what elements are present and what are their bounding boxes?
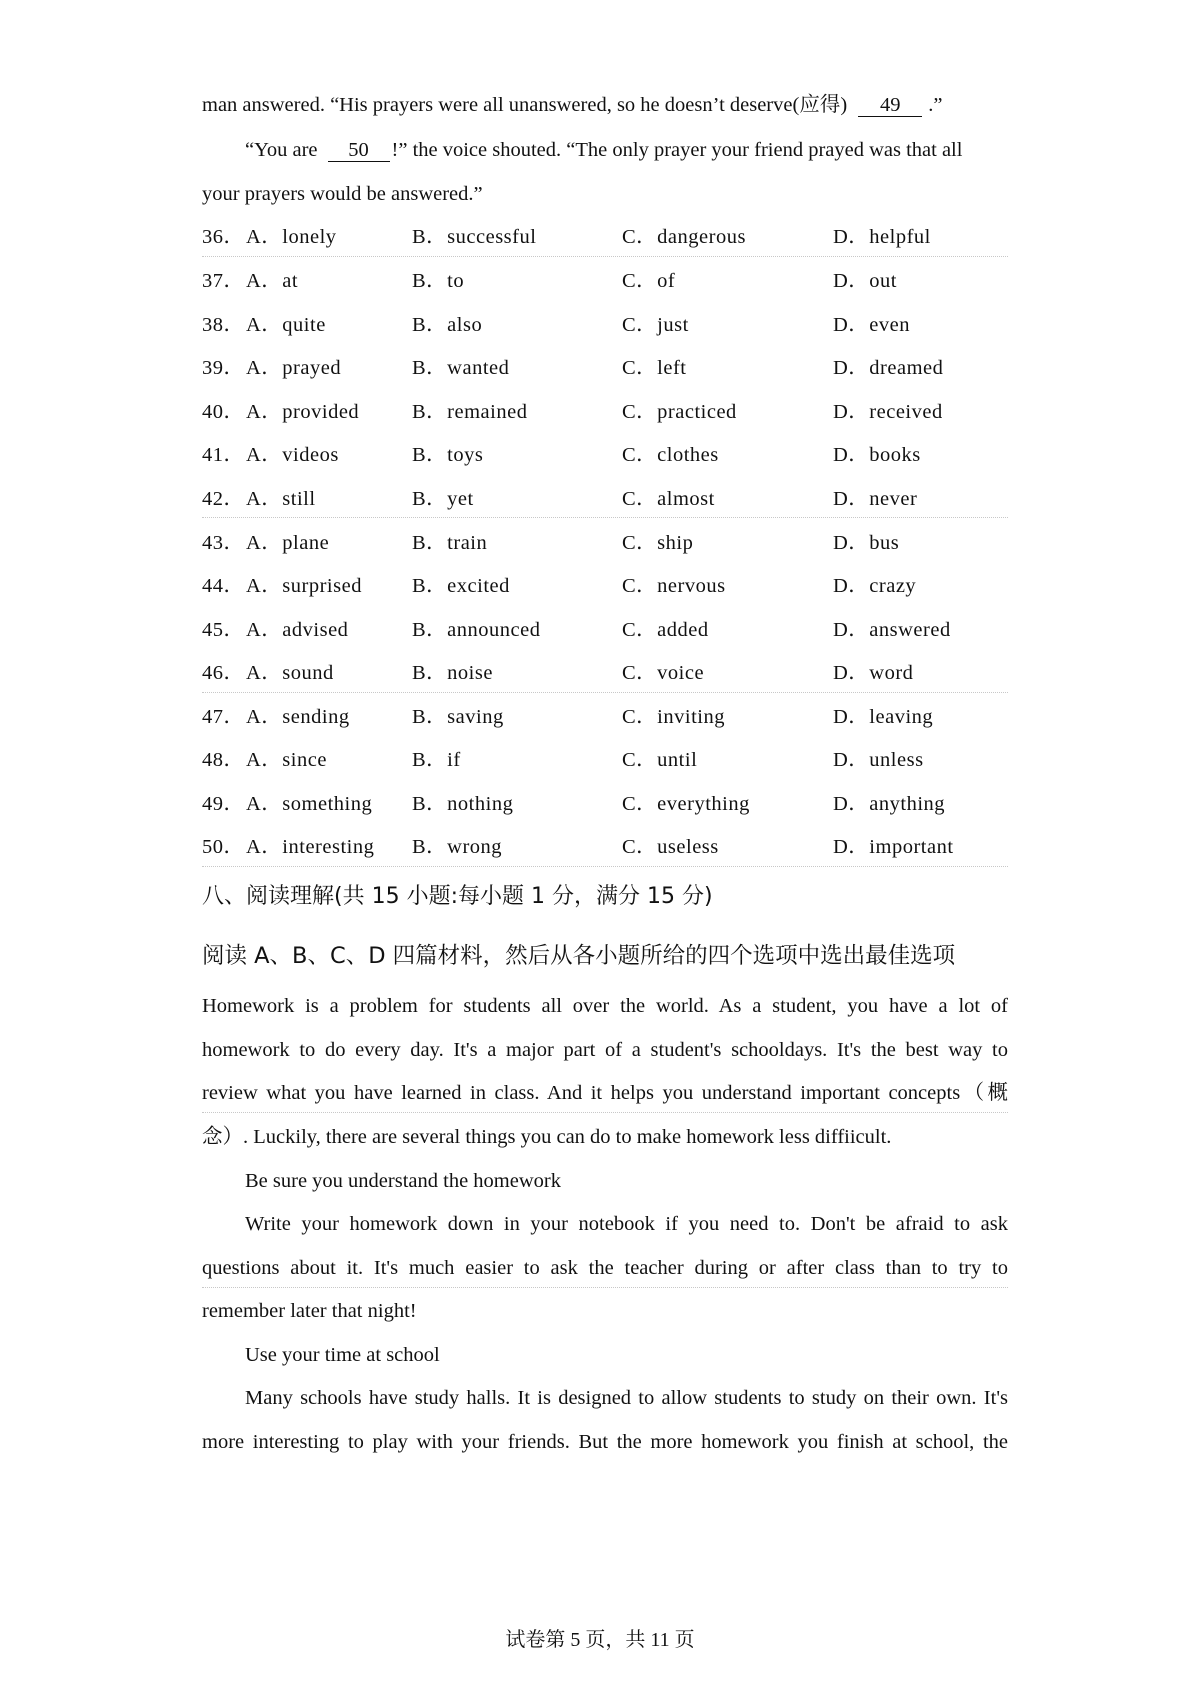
- option-c[interactable]: C．clothes: [622, 444, 719, 466]
- option-row: [202, 747, 1008, 773]
- blank-49: 49: [858, 94, 922, 117]
- reading-line: questions about it. It's much easier to ask the teacher during or after class than to try to: [202, 1257, 1008, 1279]
- option-row: [202, 660, 1008, 686]
- option-a[interactable]: A．still: [246, 488, 316, 510]
- passage-text: !” the voice shouted. “The only prayer your friend prayed was that all: [391, 139, 963, 161]
- dotted-divider: [202, 866, 1008, 867]
- option-b[interactable]: B．yet: [412, 488, 474, 510]
- option-row: [202, 486, 1008, 512]
- option-b[interactable]: B．nothing: [412, 793, 514, 815]
- option-b[interactable]: B．successful: [412, 226, 537, 248]
- option-row: [202, 704, 1008, 730]
- option-c[interactable]: C．ship: [622, 532, 694, 554]
- passage-text: “You are: [245, 139, 318, 161]
- option-d[interactable]: D．crazy: [833, 575, 917, 597]
- option-a[interactable]: A．advised: [246, 619, 349, 641]
- option-b[interactable]: B．excited: [412, 575, 510, 597]
- question-number: 39．: [202, 357, 245, 379]
- option-row: [202, 530, 1008, 556]
- option-c[interactable]: C．of: [622, 270, 676, 292]
- option-d[interactable]: D．received: [833, 401, 943, 423]
- question-number: 36．: [202, 226, 245, 248]
- question-number: 48．: [202, 749, 245, 771]
- reading-line: more interesting to play with your friends. But the more homework you finish at school, the: [202, 1431, 1008, 1453]
- page-footer: 试卷第 5 页，共 11 页: [505, 1629, 695, 1651]
- passage-line-2: [245, 137, 1008, 163]
- option-d[interactable]: D．leaving: [833, 706, 934, 728]
- question-number: 46．: [202, 662, 245, 684]
- option-d[interactable]: D．dreamed: [833, 357, 944, 379]
- dotted-divider: [202, 517, 1008, 518]
- dotted-divider: [202, 256, 1008, 257]
- passage-line-3: your prayers would be answered.”: [202, 183, 483, 205]
- option-d[interactable]: D．unless: [833, 749, 924, 771]
- option-a[interactable]: A．lonely: [246, 226, 337, 248]
- option-a[interactable]: A．quite: [246, 314, 326, 336]
- option-b[interactable]: B．noise: [412, 662, 493, 684]
- option-row: [202, 312, 1008, 338]
- reading-line: Many schools have study halls. It is designed to allow students to study on their own. It's: [245, 1387, 1008, 1409]
- option-c[interactable]: C．useless: [622, 836, 719, 858]
- question-number: 38．: [202, 314, 245, 336]
- reading-line: homework to do every day. It's a major part of a student's schooldays. It's the best way to: [202, 1039, 1008, 1061]
- blank-50: 50: [328, 139, 390, 162]
- option-a[interactable]: A．since: [246, 749, 327, 771]
- option-b[interactable]: B．train: [412, 532, 488, 554]
- option-a[interactable]: A．at: [246, 270, 299, 292]
- option-b[interactable]: B．toys: [412, 444, 484, 466]
- option-b[interactable]: B．saving: [412, 706, 504, 728]
- option-a[interactable]: A．videos: [246, 444, 339, 466]
- option-row: [202, 399, 1008, 425]
- option-a[interactable]: A．sound: [246, 662, 334, 684]
- option-c[interactable]: C．inviting: [622, 706, 725, 728]
- option-d[interactable]: D．never: [833, 488, 918, 510]
- option-a[interactable]: A．interesting: [246, 836, 375, 858]
- section-heading: 八、阅读理解(共 15 小题:每小题 1 分，满分 15 分): [202, 884, 713, 909]
- option-b[interactable]: B．if: [412, 749, 461, 771]
- dotted-divider: [202, 1287, 1008, 1288]
- option-b[interactable]: B．announced: [412, 619, 541, 641]
- section-instruction: 阅读 A、B、C、D 四篇材料，然后从各小题所给的四个选项中选出最佳选项: [202, 943, 956, 969]
- option-a[interactable]: A．prayed: [246, 357, 342, 379]
- question-number: 43．: [202, 532, 245, 554]
- option-b[interactable]: B．also: [412, 314, 483, 336]
- reading-line: 念）. Luckily, there are several things you can do to make homework less diffiicult.: [202, 1126, 892, 1148]
- question-number: 40．: [202, 401, 245, 423]
- option-b[interactable]: B．wanted: [412, 357, 510, 379]
- option-a[interactable]: A．sending: [246, 706, 350, 728]
- option-d[interactable]: D．even: [833, 314, 911, 336]
- option-c[interactable]: C．almost: [622, 488, 715, 510]
- option-c[interactable]: C．nervous: [622, 575, 726, 597]
- question-number: 42．: [202, 488, 245, 510]
- option-d[interactable]: D．out: [833, 270, 897, 292]
- reading-subheading: Be sure you understand the homework: [245, 1170, 561, 1192]
- option-c[interactable]: C．left: [622, 357, 687, 379]
- option-a[interactable]: A．surprised: [246, 575, 362, 597]
- question-number: 41．: [202, 444, 245, 466]
- option-row: [202, 834, 1008, 860]
- option-row: [202, 355, 1008, 381]
- question-number: 45．: [202, 619, 245, 641]
- option-d[interactable]: D．bus: [833, 532, 900, 554]
- option-b[interactable]: B．remained: [412, 401, 528, 423]
- question-number: 37．: [202, 270, 245, 292]
- reading-line: Homework is a problem for students all over the world. As a student, you have a lot of: [202, 995, 1008, 1017]
- option-row: [202, 791, 1008, 817]
- dotted-divider: [202, 692, 1008, 693]
- option-c[interactable]: C．added: [622, 619, 709, 641]
- option-d[interactable]: D．word: [833, 662, 914, 684]
- option-a[interactable]: A．provided: [246, 401, 360, 423]
- question-number: 44．: [202, 575, 245, 597]
- reading-line: review what you have learned in class. And it helps you understand important concepts（概: [202, 1082, 1008, 1104]
- dotted-divider: [202, 1112, 1008, 1113]
- passage-text: .”: [928, 94, 943, 116]
- option-row: [202, 224, 1008, 250]
- option-d[interactable]: D．anything: [833, 793, 946, 815]
- question-number: 47．: [202, 706, 245, 728]
- option-row: [202, 573, 1008, 599]
- option-a[interactable]: A．plane: [246, 532, 330, 554]
- option-c[interactable]: C．everything: [622, 793, 750, 815]
- option-b[interactable]: B．wrong: [412, 836, 503, 858]
- passage-text: man answered. “His prayers were all unanswered, so he doesn’t deserve(应得): [202, 94, 848, 116]
- question-number: 50．: [202, 836, 245, 858]
- option-d[interactable]: D．books: [833, 444, 921, 466]
- option-c[interactable]: C．dangerous: [622, 226, 746, 248]
- option-row: [202, 268, 1008, 294]
- question-number: 49．: [202, 793, 245, 815]
- option-d[interactable]: D．helpful: [833, 226, 931, 248]
- option-d[interactable]: D．answered: [833, 619, 951, 641]
- option-c[interactable]: C．until: [622, 749, 698, 771]
- option-c[interactable]: C．voice: [622, 662, 705, 684]
- reading-line: remember later that night!: [202, 1300, 417, 1322]
- option-a[interactable]: A．something: [246, 793, 373, 815]
- option-b[interactable]: B．to: [412, 270, 465, 292]
- reading-subheading: Use your time at school: [245, 1344, 440, 1366]
- option-c[interactable]: C．practiced: [622, 401, 737, 423]
- option-row: [202, 617, 1008, 643]
- reading-line: Write your homework down in your notebook if you need to. Don't be afraid to ask: [245, 1213, 1008, 1235]
- passage-line-1: [202, 92, 1008, 118]
- option-d[interactable]: D．important: [833, 836, 954, 858]
- option-c[interactable]: C．just: [622, 314, 689, 336]
- option-row: [202, 442, 1008, 468]
